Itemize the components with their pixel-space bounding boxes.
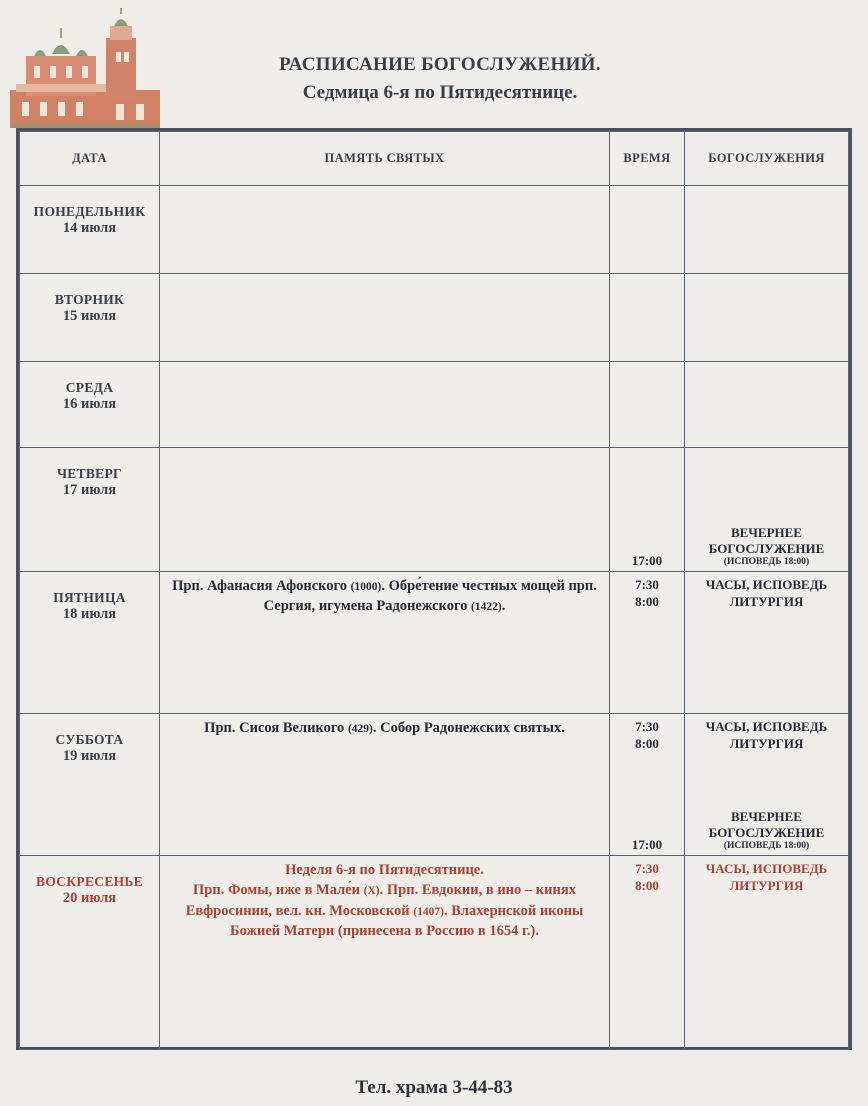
time-cell <box>610 714 685 856</box>
page-title: РАСПИСАНИЕ БОГОСЛУЖЕНИЙ. <box>279 54 601 75</box>
schedule-table <box>16 128 852 1050</box>
service-1: ЧАСЫ, ИСПОВЕДЬ <box>705 861 828 876</box>
saints-text: Прп. Сисоя Великого <box>204 720 345 736</box>
date: 17 июля <box>62 482 117 498</box>
table-row <box>20 186 849 274</box>
saints-cell <box>160 274 610 362</box>
service-1: ЧАСЫ, ИСПОВЕДЬ <box>705 577 828 592</box>
weekday: ЧЕТВЕРГ <box>57 466 122 481</box>
table-row <box>20 362 849 448</box>
service-1: ЧАСЫ, ИСПОВЕДЬ <box>705 719 828 734</box>
saints-year: (1407) <box>413 905 444 918</box>
services-cell <box>685 274 849 362</box>
time-cell <box>610 448 685 572</box>
services-cell <box>685 362 849 448</box>
date-cell <box>20 714 160 856</box>
date: 15 июля <box>62 308 117 324</box>
weekday: ПОНЕДЕЛЬНИК <box>33 204 146 219</box>
saints-text: . Влахернской иконы Божией Матери (принесена в Россию в 1654 г.). <box>229 902 584 939</box>
date-cell <box>20 274 160 362</box>
services-cell <box>685 186 849 274</box>
service-2: ЛИТУРГИЯ <box>729 594 804 610</box>
saints-text: Прп. Афанасия Афонского <box>172 578 348 594</box>
services-cell <box>685 448 849 572</box>
table-header-row <box>20 132 849 186</box>
church-phone: Тел. храма 3-44-83 <box>355 1077 513 1098</box>
time-2: 8:00 <box>635 594 659 610</box>
weekday: СУББОТА <box>55 732 124 747</box>
saints-cell <box>160 186 610 274</box>
time-cell <box>610 274 685 362</box>
saints-year: (1000) <box>350 581 382 593</box>
date: 20 июля <box>62 890 117 906</box>
weekday: ВОСКРЕСЕНЬЕ <box>36 874 143 889</box>
time-evening: 17:00 <box>631 552 663 568</box>
time-1: 7:30 <box>635 861 659 876</box>
service-evening: ВЕЧЕРНЕЕ БОГОСЛУЖЕНИЕ <box>708 808 825 840</box>
date: 14 июля <box>62 220 117 236</box>
saints-text: . Собор Радонежских святых. <box>372 720 565 736</box>
table-row <box>20 448 849 572</box>
saints-year: (429) <box>347 723 373 735</box>
date: 18 июля <box>62 606 117 622</box>
services-cell <box>685 572 849 714</box>
time-2: 8:00 <box>635 878 659 894</box>
time-evening: 17:00 <box>631 836 663 852</box>
table-row <box>20 572 849 714</box>
column-header-saints: ПАМЯТЬ СВЯТЫХ <box>160 132 610 186</box>
weekday: СРЕДА <box>65 380 114 395</box>
table-row <box>20 274 849 362</box>
time-1: 7:30 <box>635 719 659 734</box>
saints-text: Прп. Фомы, иже в Мале́и <box>193 882 361 899</box>
table-row <box>20 856 849 1050</box>
saints-cell <box>160 856 610 1050</box>
saints-text: . Обре́тение честных мощей прп. Сергия, игумена Радонежского <box>263 578 597 615</box>
service-evening: ВЕЧЕРНЕЕ БОГОСЛУЖЕНИЕ <box>708 524 825 556</box>
saints-year: (1422) <box>471 601 502 614</box>
service-evening-note: (ИСПОВЕДЬ 18:00) <box>723 841 810 852</box>
time-cell <box>610 856 685 1050</box>
saints-cell <box>160 362 610 448</box>
date: 19 июля <box>62 748 117 764</box>
table-row <box>20 714 849 856</box>
service-2: ЛИТУРГИЯ <box>729 878 804 894</box>
date-cell <box>20 572 160 714</box>
time-cell <box>610 362 685 448</box>
page-subtitle: Седмица 6-я по Пятидесятнице. <box>302 82 578 103</box>
saints-year: (X) <box>363 885 380 898</box>
church-watercolor-icon <box>6 8 162 130</box>
column-header-date: ДАТА <box>20 132 160 186</box>
saints-title: Неделя 6-я по Пятидесятнице. <box>285 862 484 878</box>
time-cell <box>610 572 685 714</box>
date-cell <box>20 186 160 274</box>
saints-cell <box>160 448 610 572</box>
service-evening-note: (ИСПОВЕДЬ 18:00) <box>723 557 810 568</box>
date: 16 июля <box>62 396 117 412</box>
services-cell <box>685 856 849 1050</box>
time-1: 7:30 <box>635 577 659 592</box>
column-header-services: БОГОСЛУЖЕНИЯ <box>685 132 849 186</box>
weekday: ВТОРНИК <box>54 292 125 307</box>
services-cell <box>685 714 849 856</box>
weekday: ПЯТНИЦА <box>53 590 126 605</box>
saints-cell <box>160 714 610 856</box>
column-header-time: ВРЕМЯ <box>610 132 685 186</box>
time-2: 8:00 <box>635 736 659 752</box>
saints-text: . <box>501 598 506 615</box>
saints-cell <box>160 572 610 714</box>
service-2: ЛИТУРГИЯ <box>729 736 804 752</box>
saints-text: . Прп. Евдокии, в ино – кинях Евфросинии, вел. кн. Московской <box>185 882 576 919</box>
date-cell <box>20 856 160 1050</box>
date-cell <box>20 448 160 572</box>
date-cell <box>20 362 160 448</box>
time-cell <box>610 186 685 274</box>
